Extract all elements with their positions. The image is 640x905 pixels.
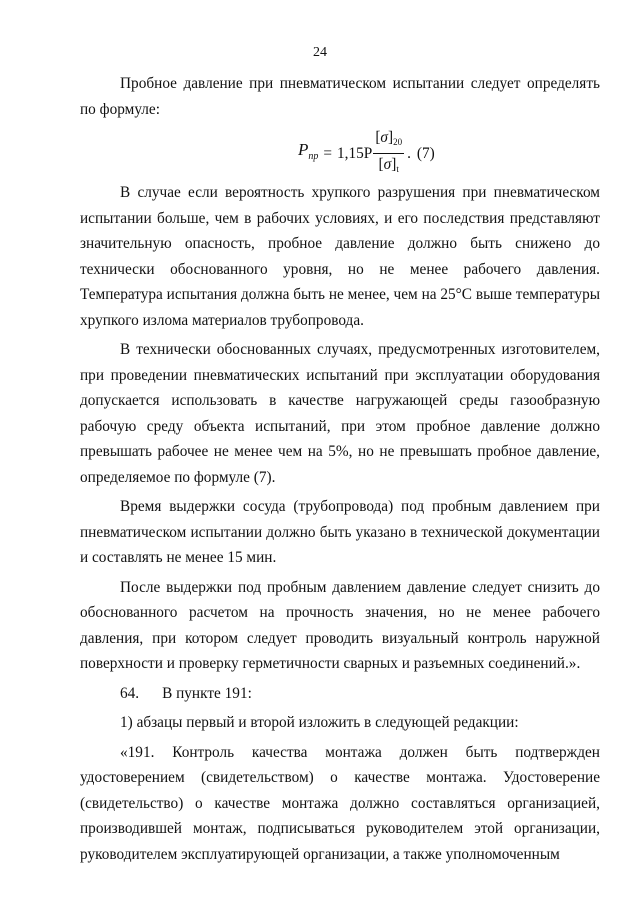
- formula-equals: =: [323, 144, 333, 162]
- document-body: [80, 71, 600, 867]
- paragraph-justified-cases: В технически обоснованных случаях, предусмотренных изготовителем, при проведении пневматических испытаний при эксплуатации оборудования допускается использовать в качестве нагружающей среды газообразную рабочую среду объекта испытаний, при этом пробное давление должно превышать рабочее не менее чем на 5%, но не превышать пробное давление, определяемое по формуле (7).: [80, 341, 600, 486]
- formula-numerator: $[\sigma]_{20}$: [373, 128, 404, 154]
- page-number: 24: [313, 45, 327, 60]
- formula-coefficient: 1,15P: [337, 144, 373, 162]
- formula-trail: .: [407, 144, 411, 162]
- formula-fraction: [373, 128, 404, 179]
- paragraph-brittle-fracture: В случае если вероятность хрупкого разрушения при пневматическом испытании больше, чем в рабочих условиях, и его последствия представляют значительную опасность, пробное давление должно быть снижено до технически обоснованного уровня, но не менее рабочего давления. Температура испытания должна быть не менее, чем на 25°С выше температуры хрупкого излома материалов трубопровода.: [80, 184, 600, 329]
- formula-denominator: $[\sigma]_t$: [378, 156, 399, 174]
- formula-expression: [298, 128, 435, 179]
- paragraph-after-holding: После выдержки под пробным давлением давление следует снизить до обоснованного расчетом на прочность значения, но не менее рабочего давления, при котором следует проводить визуальный контроль наружной поверхности и проверку герметичности сварных и разъемных соединений.».: [80, 578, 600, 672]
- formula-lhs: $P_{пр}$: [298, 140, 319, 163]
- paragraph-item-191: «191. Контроль качества монтажа должен быть подтвержден удостоверением (свидетельством) о качестве монтажа. Удостоверение (свидетельство) о качестве монтажа должно составляться организацией, производившей монтаж, подписываться руководителем этой организации, руководителем эксплуатирующей организации, а также уполномоченным: [80, 743, 600, 863]
- formula-7: [80, 122, 600, 180]
- paragraph-item-64: 64. В пункте 191:: [120, 684, 252, 702]
- paragraph-holding-time: Время выдержки сосуда (трубопровода) под пробным давлением при пневматическом испытании должно быть указано в технической документации и составлять не менее 15 мин.: [80, 498, 600, 566]
- paragraph-subitem-1: 1) абзацы первый и второй изложить в следующей редакции:: [120, 714, 519, 731]
- formula-number: (7): [416, 144, 435, 162]
- paragraph-pneumatic-pressure-intro: Пробное давление при пневматическом испытании следует определять по формуле:: [80, 75, 600, 118]
